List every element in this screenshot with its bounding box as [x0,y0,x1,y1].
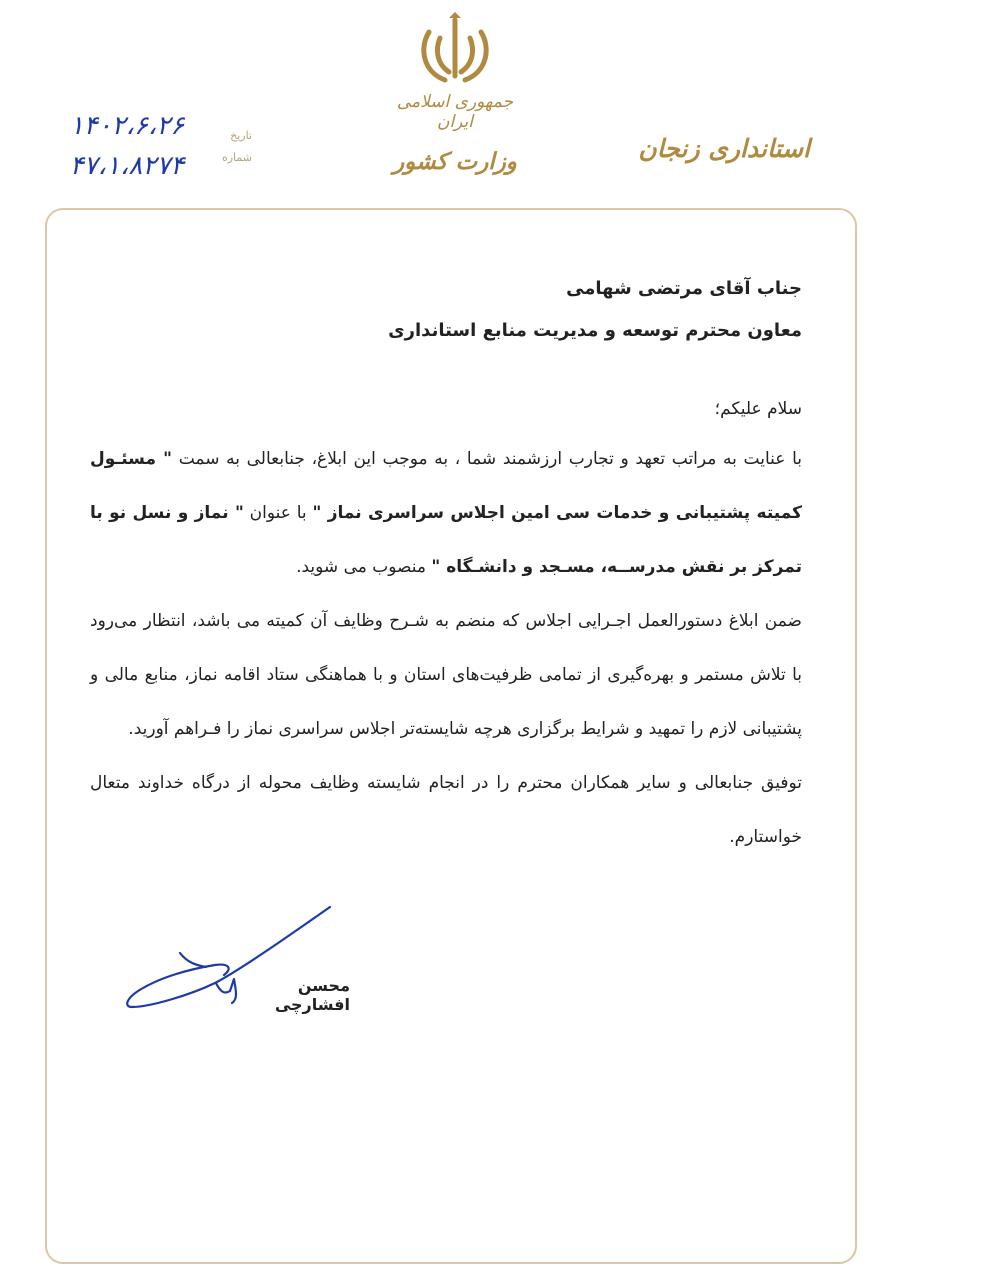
letter-body [90,268,802,864]
paragraph-instructions: ضمن ابلاغ دستورالعمل اجـرایی اجلاس که منضم به شـرح وظایف آن کمیته می باشد، انتظار می‌رود با تلاش مستمر و بهره‌گیری از تمامی ظرفیت‌های استان و با هماهنگی ستاد اقامه نماز، منابع مالی و پشتیبانی لازم را تمهید و شرایط برگزاری هرچه شایسته‌تر اجلاس سراسری نماز را فـراهم آورید. [90,611,802,739]
governorate-title: استانداری زنجان [638,134,810,163]
paragraph-closing: توفیق جنابعالی و سایر همکاران محترم را در انجام شایسته وظایف محوله از درگاه خداوند متعال خواستارم. [90,773,802,847]
appointment-connector: با عنوان [243,503,313,523]
greeting: سلام علیکم؛ [714,399,802,419]
iran-emblem-icon [415,10,495,90]
appointment-theme: " نماز و نسل نو با تمرکز بر نقش مدرســه، مسـجد و دانشـگاه " [90,503,802,577]
paragraph-appointment [90,432,802,594]
ministry-title: وزارت کشور [393,148,517,175]
appointment-role: " مسئـول کمیته پشتیبانی و خدمات سی امین اجلاس سراسری نماز " [90,449,802,523]
date-label: تاریخ [230,129,252,142]
signer-name: محسن افشارچی [274,976,350,1014]
meta-values [52,106,202,186]
recipient-name: جناب آقای مرتضی شهامی [566,278,802,299]
appointment-intro: با عنایت به مراتب تعهد و تجارب ارزشمند شما ، به موجب این ابلاغ، جنابعالی به سمت [172,449,803,469]
number-label: شماره [221,151,252,164]
recipient-title: معاون محترم توسعه و مدیریت منابع استانداری [388,320,802,341]
appointment-end: منصوب می شوید. [296,557,432,577]
number-value: ۴۷،۱،۸۲۷۴ [69,151,185,181]
republic-title: جمهوری اسلامی ایران [396,92,514,132]
date-value: ۱۴۰۲،۶،۲۶ [69,111,185,141]
